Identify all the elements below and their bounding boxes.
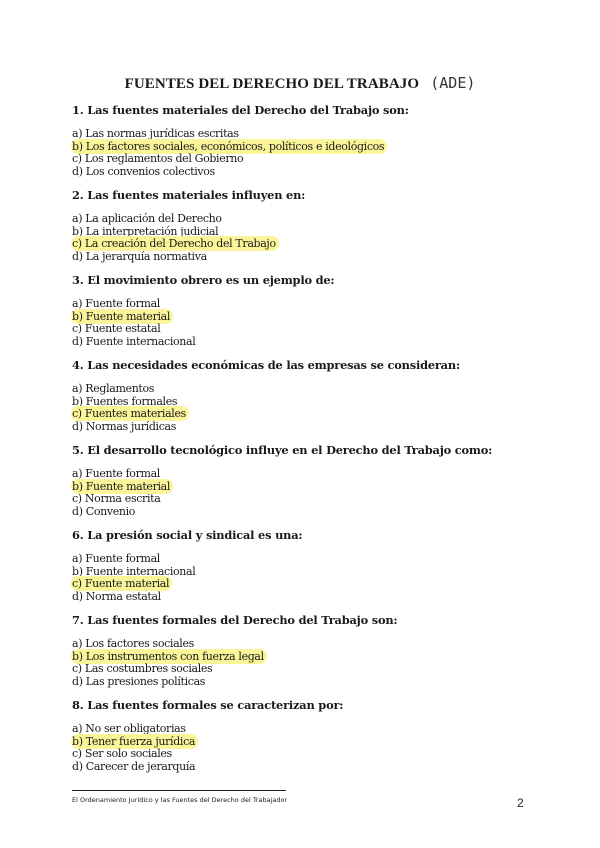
- option-c-highlighted: c) Fuentes materiales: [72, 407, 186, 421]
- question-3: [72, 272, 552, 349]
- option-d: d) La jerarquía normativa: [72, 250, 207, 264]
- option-d: d) Normas jurídicas: [72, 420, 177, 434]
- question-7: [72, 612, 552, 689]
- document-title-row: [0, 73, 600, 93]
- handwritten-tag: (ADE): [430, 74, 476, 92]
- question-8: [72, 697, 552, 774]
- option-d: d) Convenio: [72, 505, 136, 519]
- question-heading: 7. Las fuentes formales del Derecho del Trabajo son:: [72, 613, 398, 627]
- question-heading: 5. El desarrollo tecnológico influye en el Derecho del Trabajo como:: [72, 443, 493, 457]
- question-heading: 8. Las fuentes formales se caracterizan por:: [72, 698, 344, 712]
- question-6: [72, 527, 552, 604]
- option-a: a) Fuente formal: [72, 467, 160, 480]
- option-b-highlighted: b) Los instrumentos con fuerza legal: [72, 649, 264, 663]
- question-heading: 2. Las fuentes materiales influyen en:: [72, 188, 306, 202]
- option-b: b) La interpretación judicial: [72, 224, 219, 238]
- question-2: [72, 187, 552, 264]
- option-a: a) Fuente formal: [72, 297, 160, 310]
- option-c: c) Ser solo sociales: [72, 747, 172, 761]
- option-a: a) La aplicación del Derecho: [72, 212, 222, 225]
- option-b: b) Fuente internacional: [72, 564, 196, 578]
- question-heading: 3. El movimiento obrero es un ejemplo de:: [72, 273, 335, 287]
- question-5: [72, 442, 552, 519]
- option-c: c) Los reglamentos del Gobierno: [72, 152, 244, 166]
- option-d: d) Norma estatal: [72, 590, 161, 604]
- option-b: b) Fuentes formales: [72, 394, 178, 408]
- option-b-highlighted: b) Los factores sociales, económicos, políticos e ideológicos: [72, 139, 385, 153]
- option-d: d) Carecer de jerarquía: [72, 760, 196, 774]
- option-d: d) Las presiones políticas: [72, 675, 206, 689]
- option-d: d) Los convenios colectivos: [72, 165, 215, 179]
- option-a: a) Los factores sociales: [72, 637, 194, 650]
- question-heading: 1. Las fuentes materiales del Derecho del Trabajo son:: [72, 103, 409, 117]
- option-c: c) Fuente estatal: [72, 322, 161, 336]
- option-a: a) Fuente formal: [72, 552, 160, 565]
- option-a: a) No ser obligatorias: [72, 722, 186, 735]
- document-title: FUENTES DEL DERECHO DEL TRABAJO: [124, 76, 420, 92]
- option-d: d) Fuente internacional: [72, 335, 196, 349]
- question-heading: 6. La presión social y sindical es una:: [72, 528, 303, 542]
- option-b-highlighted: b) Fuente material: [72, 309, 171, 323]
- question-heading: 4. Las necesidades económicas de las empresas se consideran:: [72, 358, 460, 372]
- footer-divider: [72, 790, 286, 791]
- footer-text: El Ordenamiento Jurídico y las Fuentes del Derecho del Trabajador: [72, 796, 288, 804]
- option-c: c) Las costumbres sociales: [72, 662, 213, 676]
- option-a: a) Reglamentos: [72, 382, 155, 395]
- option-a: a) Las normas jurídicas escritas: [72, 127, 239, 140]
- question-4: [72, 357, 552, 434]
- page-number: 2: [517, 796, 524, 810]
- option-b-highlighted: b) Tener fuerza jurídica: [72, 734, 196, 748]
- question-1: [72, 102, 552, 179]
- option-b-highlighted: b) Fuente material: [72, 479, 171, 493]
- option-c-highlighted: c) La creación del Derecho del Trabajo: [72, 237, 276, 251]
- option-c: c) Norma escrita: [72, 492, 161, 506]
- option-c-highlighted: c) Fuente material: [72, 577, 170, 591]
